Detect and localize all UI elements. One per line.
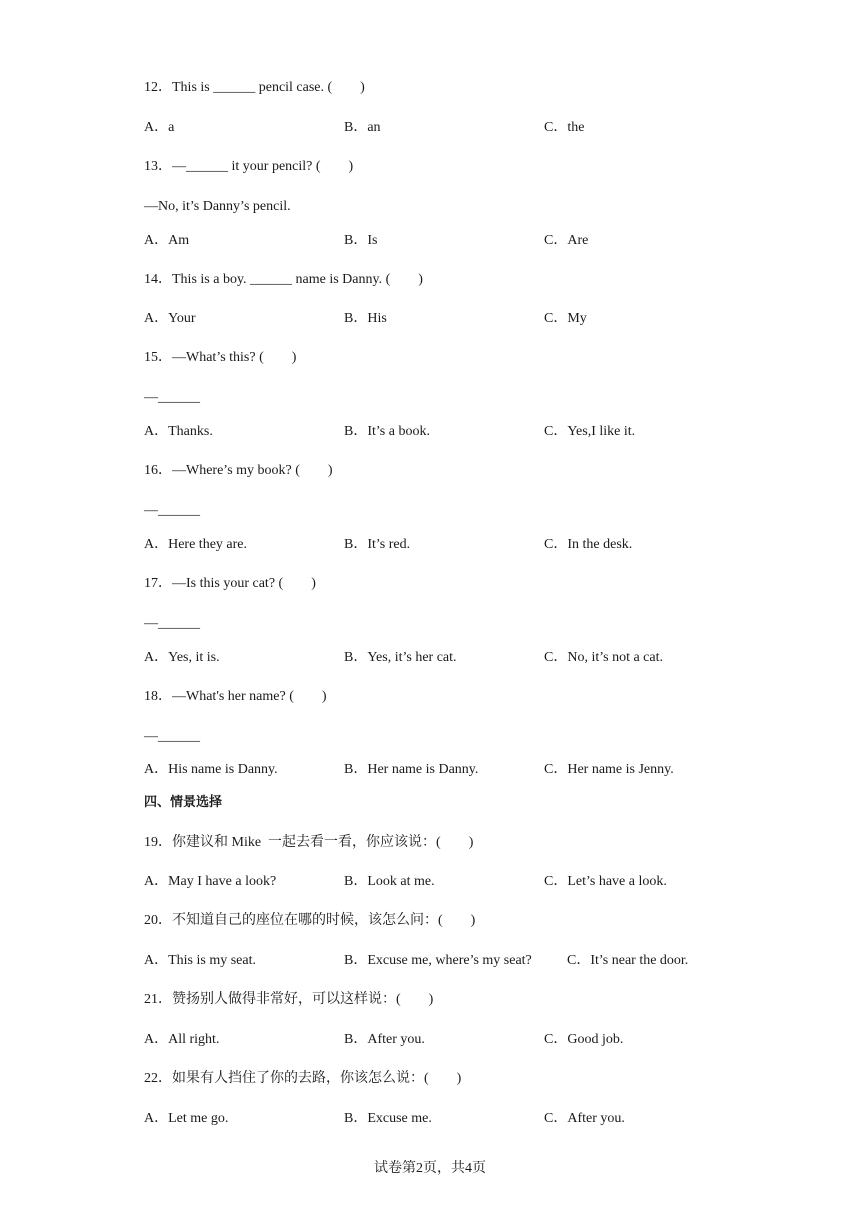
option-c[interactable]: C．After you.: [544, 1111, 625, 1126]
question-14-options: [144, 310, 824, 328]
option-a[interactable]: A．Your: [144, 311, 196, 326]
option-c[interactable]: C．Yes,I like it.: [544, 424, 636, 439]
question-18-response: —______: [144, 729, 200, 744]
option-c[interactable]: C．No, it’s not a cat.: [544, 650, 663, 665]
question-19-stem: 19．你建议和 Mike 一起去看一看，你应该说：( ): [144, 835, 474, 850]
option-b[interactable]: B．Excuse me, where’s my seat?: [344, 953, 532, 968]
option-b[interactable]: B．After you.: [344, 1032, 425, 1047]
option-c[interactable]: C．In the desk.: [544, 537, 633, 552]
option-a[interactable]: A．All right.: [144, 1032, 220, 1047]
question-18-stem: 18．—What's her name? ( ): [144, 689, 327, 704]
option-c[interactable]: C．Let’s have a look.: [544, 874, 667, 889]
question-14-stem: 14．This is a boy. ______ name is Danny. ( ): [144, 272, 423, 287]
option-c[interactable]: C．Good job.: [544, 1032, 624, 1047]
option-b[interactable]: B．Her name is Danny.: [344, 762, 479, 777]
option-c[interactable]: C．My: [544, 311, 587, 326]
option-a[interactable]: A．Thanks.: [144, 424, 213, 439]
question-15-options: [144, 423, 824, 441]
option-b[interactable]: B．Is: [344, 233, 378, 248]
option-b[interactable]: B．His: [344, 311, 387, 326]
question-22-options: [144, 1110, 824, 1128]
option-c[interactable]: C．Her name is Jenny.: [544, 762, 674, 777]
question-15-stem: 15．—What’s this? ( ): [144, 350, 297, 365]
question-13-response: —No, it’s Danny’s pencil.: [144, 199, 291, 214]
option-c[interactable]: C．It’s near the door.: [567, 953, 689, 968]
option-b[interactable]: B．an: [344, 120, 381, 135]
question-12-stem: 12．This is ______ pencil case. ( ): [144, 80, 365, 95]
option-a[interactable]: A．His name is Danny.: [144, 762, 278, 777]
question-19-options: [144, 873, 824, 891]
question-16-options: [144, 536, 824, 554]
question-16-stem: 16．—Where’s my book? ( ): [144, 463, 333, 478]
question-13-options: [144, 232, 824, 250]
question-20-stem: 20．不知道自己的座位在哪的时候，该怎么问：( ): [144, 913, 476, 928]
question-18-options: [144, 761, 824, 779]
question-21-options: [144, 1031, 824, 1049]
option-a[interactable]: A．May I have a look?: [144, 874, 277, 889]
option-a[interactable]: A．Am: [144, 233, 190, 248]
question-16-response: —______: [144, 503, 200, 518]
option-a[interactable]: A．This is my seat.: [144, 953, 256, 968]
question-17-stem: 17．—Is this your cat? ( ): [144, 576, 316, 591]
option-a[interactable]: A．a: [144, 120, 175, 135]
option-a[interactable]: A．Here they are.: [144, 537, 248, 552]
option-b[interactable]: B．Look at me.: [344, 874, 435, 889]
option-a[interactable]: A．Yes, it is.: [144, 650, 220, 665]
section-title: 四、情景选择: [144, 795, 223, 810]
option-b[interactable]: B．Excuse me.: [344, 1111, 432, 1126]
option-c[interactable]: C．Are: [544, 233, 589, 248]
option-b[interactable]: B．It’s red.: [344, 537, 411, 552]
page-footer: 试卷第2页，共4页: [374, 1161, 486, 1176]
question-22-stem: 22．如果有人挡住了你的去路，你该怎么说：( ): [144, 1071, 462, 1086]
option-a[interactable]: A．Let me go.: [144, 1111, 229, 1126]
question-21-stem: 21．赞扬别人做得非常好，可以这样说：( ): [144, 992, 434, 1007]
question-17-response: —______: [144, 616, 200, 631]
option-b[interactable]: B．It’s a book.: [344, 424, 430, 439]
question-17-options: [144, 649, 824, 667]
option-c[interactable]: C．the: [544, 120, 585, 135]
question-12-options: [144, 119, 824, 137]
option-b[interactable]: B．Yes, it’s her cat.: [344, 650, 457, 665]
question-20-options: [144, 952, 824, 970]
question-13-stem: 13．—______ it your pencil? ( ): [144, 159, 354, 174]
question-15-response: —______: [144, 390, 200, 405]
